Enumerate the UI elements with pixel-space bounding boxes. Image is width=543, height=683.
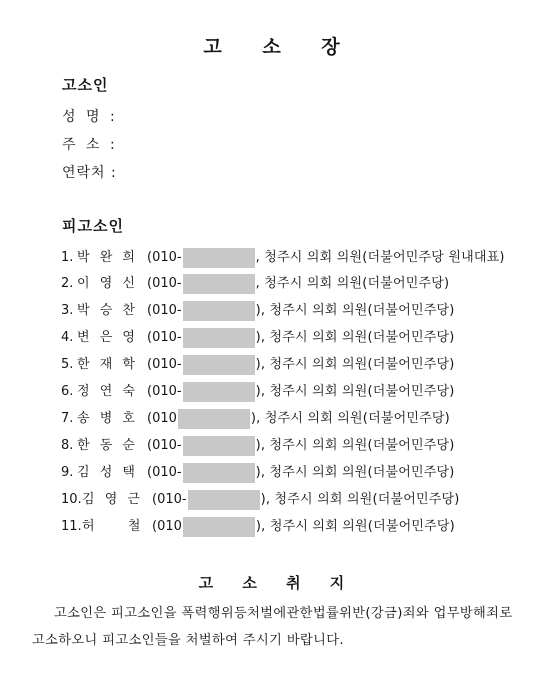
defendant-number: 2. bbox=[61, 276, 74, 291]
defendant-name: 변 은 영 bbox=[77, 330, 138, 345]
defendant-row bbox=[61, 272, 449, 296]
defendant-row bbox=[61, 353, 455, 377]
redaction-box bbox=[183, 301, 255, 321]
defendant-number: 8. bbox=[61, 438, 74, 453]
defendant-phone-prefix: (010 bbox=[147, 411, 177, 426]
defendant-phone-prefix: (010- bbox=[147, 250, 182, 265]
defendant-phone-prefix: (010- bbox=[147, 330, 182, 345]
redaction-box bbox=[183, 436, 255, 456]
defendant-affiliation: , 청주시 의회 의원(더불어민주당 원내대표) bbox=[255, 250, 505, 265]
defendant-name: 박 승 찬 bbox=[77, 303, 138, 318]
defendant-name: 정 연 숙 bbox=[77, 384, 138, 399]
redaction-box bbox=[183, 517, 255, 537]
complainant-address-label: 주 소 : bbox=[62, 137, 118, 153]
defendant-name: 송 병 호 bbox=[77, 411, 138, 426]
redaction-box bbox=[183, 274, 255, 294]
complainant-name-label: 성 명 : bbox=[62, 109, 118, 125]
redaction-box bbox=[183, 248, 255, 268]
defendant-name: 김 성 택 bbox=[77, 465, 138, 480]
purpose-heading: 고 소 취 지 bbox=[198, 574, 357, 592]
defendant-row bbox=[61, 407, 450, 431]
defendant-phone-prefix: (010- bbox=[147, 384, 182, 399]
defendant-affiliation: ), 청주시 의회 의원(더불어민주당) bbox=[255, 519, 455, 534]
defendant-name: 이 영 신 bbox=[77, 276, 138, 291]
defendant-affiliation: ), 청주시 의회 의원(더불어민주당) bbox=[255, 357, 455, 372]
defendant-affiliation: ), 청주시 의회 의원(더불어민주당) bbox=[255, 384, 455, 399]
defendant-row bbox=[61, 326, 455, 350]
defendant-number: 11. bbox=[61, 519, 82, 534]
defendant-row bbox=[61, 380, 455, 404]
defendant-affiliation: ), 청주시 의회 의원(더불어민주당) bbox=[255, 438, 455, 453]
defendant-row bbox=[61, 515, 455, 539]
defendant-number: 10. bbox=[61, 492, 82, 507]
defendant-affiliation: ), 청주시 의회 의원(더불어민주당) bbox=[255, 303, 455, 318]
redaction-box bbox=[178, 409, 250, 429]
defendant-name: 허 철 bbox=[82, 519, 144, 534]
defendant-affiliation: ), 청주시 의회 의원(더불어민주당) bbox=[250, 411, 450, 426]
defendant-row bbox=[61, 461, 455, 485]
redaction-box bbox=[188, 490, 260, 510]
defendant-name: 한 재 학 bbox=[77, 357, 138, 372]
defendant-phone-prefix: (010- bbox=[147, 357, 182, 372]
defendant-name: 한 동 순 bbox=[77, 438, 138, 453]
defendant-row bbox=[61, 488, 460, 512]
defendant-number: 3. bbox=[61, 303, 74, 318]
defendant-row bbox=[61, 246, 505, 270]
complainant-phone-label: 연락처 : bbox=[62, 165, 117, 181]
defendant-row bbox=[61, 434, 455, 458]
defendant-number: 9. bbox=[61, 465, 74, 480]
defendant-affiliation: ), 청주시 의회 의원(더불어민주당) bbox=[255, 465, 455, 480]
defendant-name: 김 영 근 bbox=[82, 492, 143, 507]
defendant-number: 5. bbox=[61, 357, 74, 372]
defendant-phone-prefix: (010- bbox=[147, 276, 182, 291]
defendant-number: 4. bbox=[61, 330, 74, 345]
defendant-phone-prefix: (010- bbox=[147, 438, 182, 453]
defendant-number: 6. bbox=[61, 384, 74, 399]
defendant-affiliation: ), 청주시 의회 의원(더불어민주당) bbox=[255, 330, 455, 345]
defendant-phone-prefix: (010- bbox=[147, 465, 182, 480]
purpose-body: 고소인은 피고소인을 폭력행위등처벌에관한법률위반(강금)죄와 업무방해죄로 고소하오니 피고소인들을 처벌하여 주시기 바랍니다. bbox=[32, 606, 513, 648]
redaction-box bbox=[183, 382, 255, 402]
document-title: 고 소 장 bbox=[203, 36, 357, 58]
redaction-box bbox=[183, 355, 255, 375]
complainant-heading: 고소인 bbox=[62, 76, 109, 94]
defendants-heading: 피고소인 bbox=[62, 217, 124, 235]
defendant-number: 1. bbox=[61, 250, 74, 265]
defendant-name: 박 완 희 bbox=[77, 250, 138, 265]
defendant-row bbox=[61, 299, 455, 323]
defendant-affiliation: , 청주시 의회 의원(더불어민주당) bbox=[255, 276, 450, 291]
redaction-box bbox=[183, 463, 255, 483]
defendant-phone-prefix: (010- bbox=[152, 492, 187, 507]
defendant-phone-prefix: (010- bbox=[147, 303, 182, 318]
defendant-affiliation: ), 청주시 의회 의원(더불어민주당) bbox=[260, 492, 460, 507]
defendant-number: 7. bbox=[61, 411, 74, 426]
defendant-phone-prefix: (010 bbox=[152, 519, 182, 534]
redaction-box bbox=[183, 328, 255, 348]
